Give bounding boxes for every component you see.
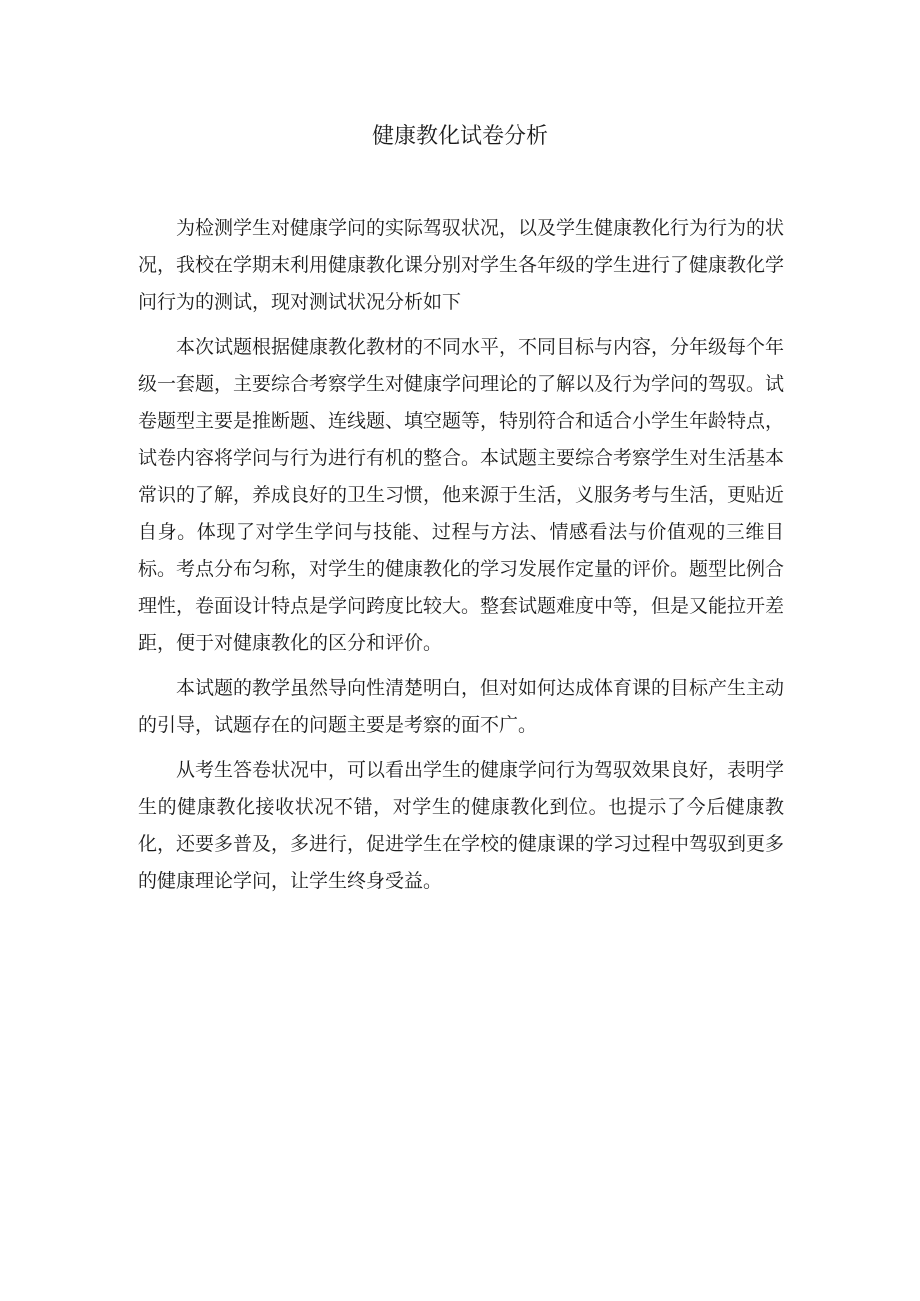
- paragraph-1: 为检测学生对健康学问的实际驾驭状况，以及学生健康教化行为行为的状况，我校在学期末利用健康教化课分别对学生各年级的学生进行了健康教化学问行为的测试，现对测试状况分析如下: [138, 217, 785, 313]
- document-body: [138, 210, 784, 908]
- paragraph-4: 从考生答卷状况中，可以看出学生的健康学问行为驾驭效果良好，表明学生的健康教化接收状况不错，对学生的健康教化到位。也提示了今后健康教化，还要多普及，多进行，促进学生在学校的健康课的学习过程中驾驭到更多的健康理论学问，让学生终身受益。: [138, 759, 785, 892]
- document-title: 健康教化试卷分析: [371, 124, 548, 149]
- paragraph-2: 本次试题根据健康教化教材的不同水平，不同目标与内容，分年级每个年级一套题，主要综合考察学生对健康学问理论的了解以及行为学问的驾驭。试卷题型主要是推断题、连线题、填空题等，特别符合和适合小学生年龄特点，试卷内容将学问与行为进行有机的整合。本试题主要综合考察学生对生活基本常识的了解，养成良好的卫生习惯，他来源于生活，义服务考与生活，更贴近自身。体现了对学生学问与技能、过程与方法、情感看法与价值观的三维目标。考点分布匀称，对学生的健康教化的学习发展作定量的评价。题型比例合理性，卷面设计特点是学问跨度比较大。整套试题难度中等，但是又能拉开差距，便于对健康教化的区分和评价。: [138, 336, 785, 654]
- paragraph-3: 本试题的教学虽然导向性清楚明白，但对如何达成体育课的目标产生主动的引导，试题存在的问题主要是考察的面不广。: [138, 677, 785, 736]
